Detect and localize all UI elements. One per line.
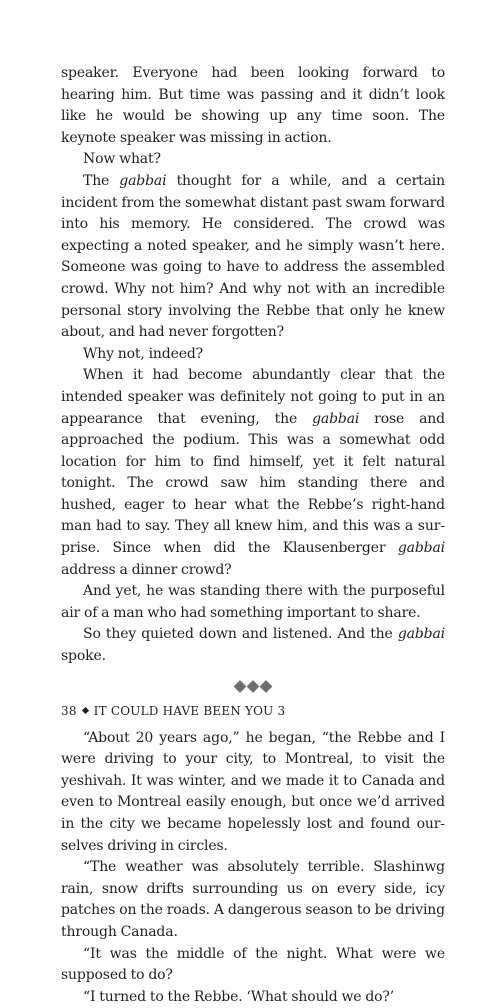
text-run: So they quieted down and listened. And the — [83, 626, 398, 643]
italic-term: gabbai — [312, 410, 360, 427]
paragraph: “It was the middle of the night. What were we supposed to do? — [61, 945, 445, 984]
paragraph: “The weather was absolutely terrible. Slashinwg rain, snow drifts surrounding us on every side, icy patches on the roads. A dangerous season to be driving through Canada. — [61, 859, 445, 940]
text-run: address a dinner crowd? — [61, 561, 232, 578]
running-book-title: IT COULD HAVE BEEN YOU 3 — [93, 704, 286, 718]
paragraph — [61, 171, 445, 344]
paragraph: “I turned to the Rebbe. ‘What should we do?’ — [83, 988, 395, 1005]
text-section-1 — [61, 63, 445, 668]
page-number: 38 — [61, 704, 77, 718]
paragraph: And yet, he was standing there with the purposeful air of a man who had something important to share. — [61, 583, 445, 621]
text-run: When it had become abundantly clear that the intended speaker was definitely not going to put in an appearance that evening, the — [61, 367, 445, 427]
text-run: thought for a while, and a certain incident from the somewhat distant past swam forward into his memory. He considered. The crowd was expecting a noted speaker, and he simply wasn’t here. Someone was going to have to address the assembled crowd. Why not him? And why not with an incredible personal story involving the Rebbe that only he knew about, and had never forgotten? — [61, 172, 445, 341]
paragraph: Now what? — [83, 151, 161, 168]
paragraph: “About 20 years ago,” he began, “the Rebbe and I were driving to your city, to Montreal, to visit the yeshivah. It was winter, and we made it to Canada and even to Montreal easily enough, but once we’d arrived in the city we became hopelessly lost and found ourselves driving in circles. — [61, 729, 445, 854]
paragraph: speaker. Everyone had been looking forward to hearing him. But time was passing and it didn’t look like he would be showing up any time soon. The keynote speaker was missing in action. — [61, 65, 445, 146]
paragraph — [61, 365, 445, 581]
paragraph — [61, 624, 445, 667]
italic-term: gabbai — [119, 172, 167, 189]
text-run: The — [83, 172, 120, 189]
diamond-icon — [260, 680, 273, 693]
text-section-2 — [61, 728, 445, 1008]
italic-term: gabbai — [397, 626, 445, 643]
italic-term: gabbai — [397, 540, 445, 557]
diamond-icon — [247, 680, 260, 693]
diamond-separator-icon — [82, 707, 89, 714]
page-body — [61, 63, 445, 1008]
diamond-icon — [234, 680, 247, 693]
page-footer — [61, 703, 285, 719]
text-run: spoke. — [61, 648, 106, 665]
diamond-ornament-icon — [235, 682, 272, 691]
text-run: rose and approached the podium. This was a somewhat odd location for him to find himself, yet it felt natural tonight. The crowd saw him standing there and hushed, eager to hear what the Rebbe’s right-hand man had to say. They all knew him, and this was a surprise. Since when did the Klausenberger — [61, 410, 445, 557]
paragraph: Why not, indeed? — [83, 345, 204, 362]
